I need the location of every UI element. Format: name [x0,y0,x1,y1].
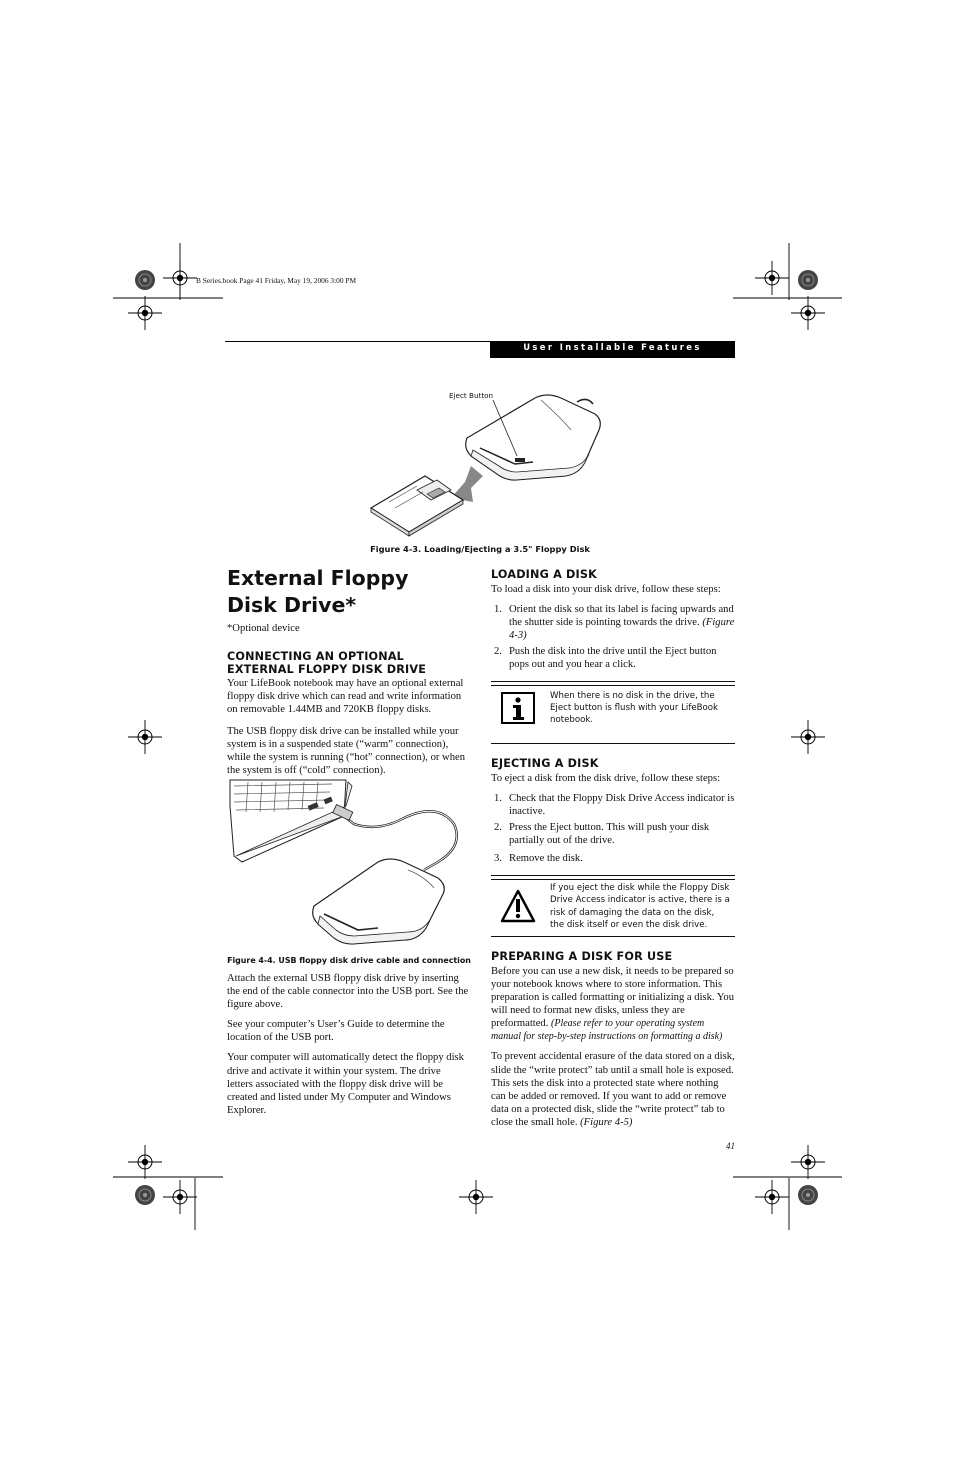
note-top-rule [491,681,735,686]
preparing-paragraph-2 [491,1050,735,1129]
section-header-title: User Installable Features [523,342,702,352]
note-bottom-rule [491,743,735,744]
warning-bottom-rule [491,936,735,937]
ejecting-intro: To eject a disk from the disk drive, follow these steps: [491,772,721,784]
loading-intro: To load a disk into your disk drive, follow these steps: [491,583,721,595]
list-item [491,792,735,818]
list-item [491,603,735,642]
preparing-paragraph-1-text: Before you can use a new disk, it needs to be prepared so your notebook knows where to store information. This preparation is called formatting or initializing a disk. You will need to format new disks, unless they are preformatted. [491,965,735,1030]
figure-4-4-illustration [228,776,464,948]
connection-states-paragraph: The USB floppy disk drive can be installed while your system is in a suspended state (“warm” connection), while the system is running (“hot” connection), or when the system is off (“cold” connection). [227,725,466,776]
loading-step-1-text: Orient the disk so that its label is facing upwards and the shutter side is pointing towards the drive. [509,603,734,628]
page-title [227,565,469,619]
preparing-paragraph-1-italic: (Please refer to your operating system manual for step-by-step instructions on formatting a disk) [491,1018,723,1043]
page-number: 41 [726,1141,735,1151]
ejecting-disk-heading: EJECTING A DISK [491,757,599,771]
registration-mark-icon [135,270,155,290]
loading-step-1-ref: (Figure 4-3) [509,616,735,641]
ejecting-step-1-text: Check that the Floppy Disk Drive Access indicator is inactive. [509,792,735,817]
list-item [491,821,735,847]
loading-disk-heading: LOADING A DISK [491,568,598,581]
preparing-paragraph-1 [491,965,735,1044]
warning-icon [500,889,536,923]
left-column-lower [227,972,469,1117]
usb-port-location-paragraph: See your computer’s User’s Guide to determine the location of the USB port. [227,1019,445,1044]
warning-top-rule [491,875,735,880]
warning-note-text: If you eject the disk while the Floppy Disk Drive Access indicator is active, there is a risk of damaging the data on the disk, the disk itself or even the disk drive. [550,883,730,930]
warning-note-box [491,875,735,937]
optional-device-note: *Optional device [227,623,300,634]
ejecting-step-1-number: 1. [494,792,502,804]
ejecting-step-2-number: 2. [494,822,502,834]
list-item [491,645,735,671]
print-info: B Series.book Page 41 Friday, May 19, 2006 3:00 PM [196,276,357,285]
figure-4-3-caption: Figure 4-3. Loading/Ejecting a 3.5" Floppy Disk [370,544,590,554]
loading-step-2-text: Push the disk into the drive until the Eject button pops out and you hear a click. [509,645,717,671]
info-note-box [491,681,735,737]
left-column [227,565,469,777]
loading-step-1-number: 1. [494,603,502,615]
page-title-line-2: Disk Drive* [227,593,357,617]
ejecting-step-3-number: 3. [494,853,502,865]
auto-detect-paragraph: Your computer will automatically detect the floppy disk drive and activate it within your system. The drive letters associated with the floppy disk drive will be created and listed under My Computer and Windows Explorer. [227,1052,464,1116]
attach-drive-paragraph: Attach the external USB floppy disk drive by inserting the end of the cable connector into the USB port. See the figure above. [227,973,469,1011]
figure-4-4-caption: Figure 4-4. USB floppy disk drive cable and connection [227,956,471,965]
loading-step-2-number: 2. [494,645,502,657]
section-header-tab [490,341,735,358]
eject-button-callout: Eject Button [449,391,494,400]
ejecting-step-2-text: Press the Eject button. This will push your disk partially out of the drive. [509,822,710,847]
info-note-text: When there is no disk in the drive, the Eject button is flush with your LifeBook notebook. [550,691,719,726]
preparing-disk-heading: PREPARING A DISK FOR USE [491,950,673,964]
ejecting-step-3-text: Remove the disk. [509,853,583,865]
ejecting-steps-list [491,792,735,865]
intro-paragraph: Your LifeBook notebook may have an optional external floppy disk drive which can read and write information on removable 1.44MB and 720KB floppy disks. [227,678,464,716]
connecting-heading [227,651,469,676]
loading-steps-list [491,603,735,671]
right-column [491,569,735,1129]
figure-4-3-illustration [365,390,610,540]
preparing-paragraph-2-ref: (Figure 4-5) [580,1116,633,1128]
list-item [491,852,735,865]
connecting-heading-line-1: CONNECTING AN OPTIONAL [227,650,405,664]
page-title-line-1: External Floppy [227,566,409,590]
preparing-paragraph-2-text: To prevent accidental erasure of the data stored on a disk, slide the “write protect” tab until a small hole is exposed. This sets the disk into a protected state where nothing can be added or removed. If you want to add or remove data on a protected disk, slide the “write protect” tab to close the small hole. [491,1051,735,1128]
info-icon [501,692,535,724]
connecting-heading-line-2: EXTERNAL FLOPPY DISK DRIVE [227,662,427,676]
